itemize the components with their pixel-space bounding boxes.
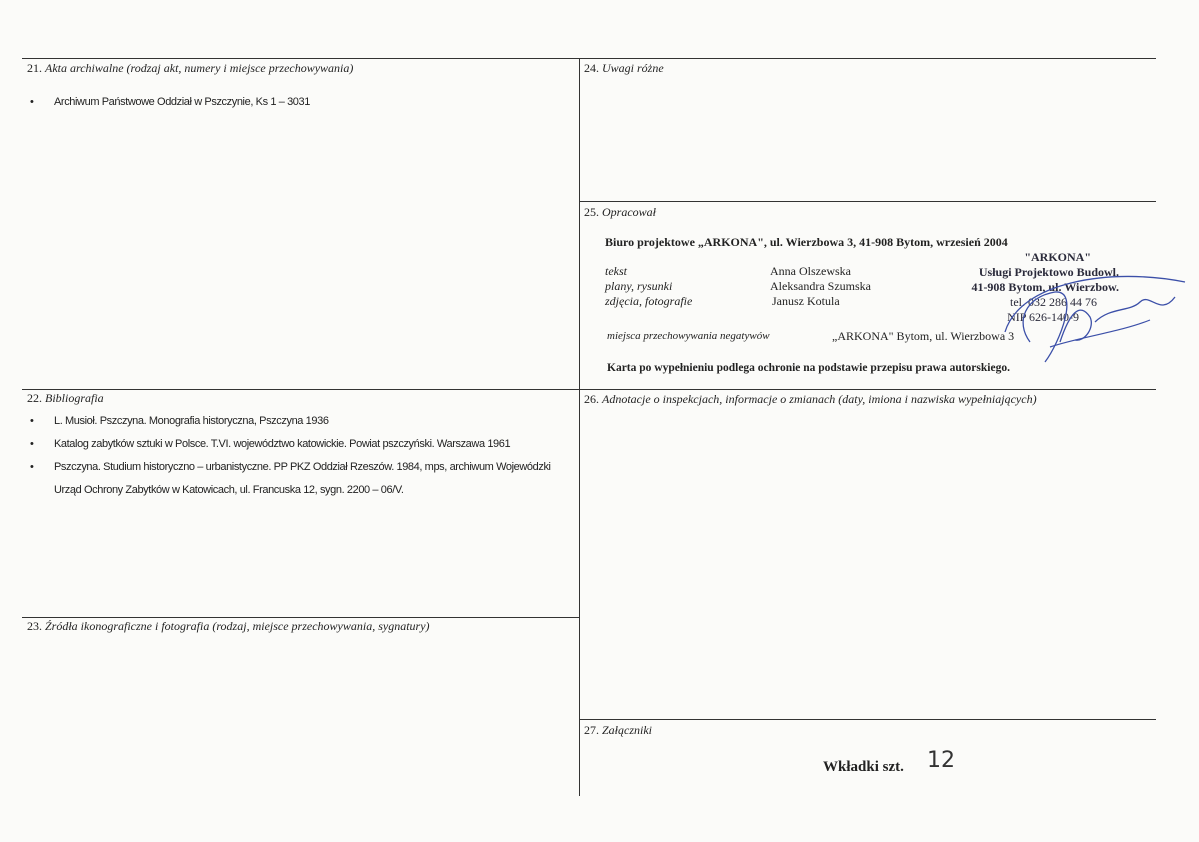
copyright-note: Karta po wypełnieniu podlega ochronie na podstawie przepisu prawa autorskiego. (607, 362, 1010, 374)
bullet-icon: • (30, 415, 34, 427)
role-person: Janusz Kotula (772, 294, 840, 308)
section-24-title: 24. Uwagi różne (584, 61, 664, 75)
role-label: zdjęcia, fotografie (605, 294, 693, 308)
bibliography-item: • Pszczyna. Studium historyczno – urbanistyczne. PP PKZ Oddział Rzeszów. 1984, mps, archiwum Wojewódzki Urząd Ochrony Zabytków w Katowicach, ul. Francuska 12, sygn. 2200 – 06/V. (54, 456, 574, 502)
divider-26-27 (579, 719, 1156, 720)
section-23-title: 23. Źródła ikonograficzne i fotografia (rodzaj, miejsce przechowywania, sygnatury) (27, 619, 430, 633)
section-25-title: 25. Opracował (584, 205, 656, 219)
section-26-title: 26. Adnotacje o inspekcjach, informacje o zmianach (daty, imiona i nazwiska wypełniających) (584, 392, 1037, 406)
office-line: Biuro projektowe „ARKONA", ul. Wierzbowa 3, 41-908 Bytom, wrzesień 2004 (605, 235, 1008, 249)
signature (1000, 272, 1190, 372)
archive-item: • Archiwum Państwowe Oddział w Pszczynie, Ks 1 – 3031 (54, 91, 554, 114)
divider-21-22 (22, 389, 1156, 390)
inserts-count: 12 (927, 748, 955, 773)
company-stamp: "ARKONA" Usługi Projektowo Budowl. 41-908 Bytom, ul. Wierzbow. tel. 032 286 44 76 NIP 626-140-9 (971, 250, 1119, 324)
role-label: plany, rysunki (605, 279, 673, 293)
section-22-title: 22. Bibliografia (27, 391, 104, 405)
bibliography-item: • L. Musioł. Pszczyna. Monografia historyczna, Pszczyna 1936 (54, 410, 574, 433)
top-border (22, 58, 1156, 59)
negatives-label: miejsca przechowywania negatywów (607, 330, 770, 342)
inserts-label: Wkładki szt. (823, 759, 904, 775)
center-divider (579, 58, 580, 796)
bullet-icon: • (30, 438, 34, 450)
bullet-icon: • (30, 96, 34, 108)
negatives-value: „ARKONA" Bytom, ul. Wierzbowa 3 (832, 329, 1015, 343)
role-person: Aleksandra Szumska (770, 279, 871, 293)
role-person: Anna Olszewska (770, 264, 851, 278)
bullet-icon: • (30, 461, 34, 473)
role-label: tekst (605, 264, 627, 278)
section-21-title: 21. Akta archiwalne (rodzaj akt, numery i miejsce przechowywania) (27, 61, 354, 75)
divider-24-25 (579, 201, 1156, 202)
bibliography-item: • Katalog zabytków sztuki w Polsce. T.VI. województwo katowickie. Powiat pszczyński. Warszawa 1961 (54, 433, 574, 456)
section-27-title: 27. Załączniki (584, 723, 652, 737)
divider-22-23 (22, 617, 579, 618)
